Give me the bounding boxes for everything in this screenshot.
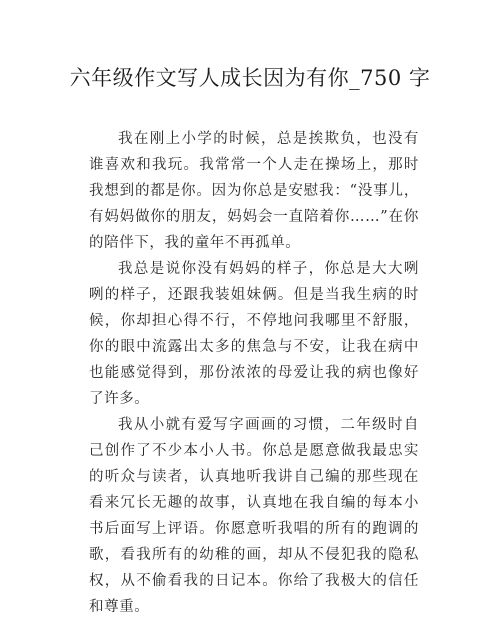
paragraph-2: 我总是说你没有妈妈的样子，你总是大大咧咧的样子，还跟我装姐妹俩。但是当我生病的时候，你却担心得不行，不停地问我哪里不舒服，你的眼中流露出太多的焦急与不安，让我在病中也能感觉得到，那份浓浓的母爱让我的病也像好了许多。: [89, 261, 419, 407]
document-title: 六年级作文写人成长因为有你_750 字: [69, 66, 431, 90]
document-body: [89, 126, 419, 620]
paragraph-1: 我在刚上小学的时候，总是挨欺负，也没有谁喜欢和我玩。我常常一个人走在操场上，那时我想到的都是你。因为你总是安慰我：“没事儿，有妈妈做你的朋友，妈妈会一直陪着你……”在你的陪伴下，我的童年不再孤单。: [89, 131, 419, 251]
paragraph-3: 我从小就有爱写字画画的习惯，二年级时自己创作了不少本小人书。你总是愿意做我最忠实的听众与读者，认真地听我讲自己编的那些现在看来冗长无趣的故事，认真地在我自编的每本小书后面写上评语。你愿意听我唱的所有的跑调的歌，看我所有的幼稚的画，却从不侵犯我的隐私权，从不偷看我的日记本。你给了我极大的信任和尊重。: [89, 417, 419, 615]
